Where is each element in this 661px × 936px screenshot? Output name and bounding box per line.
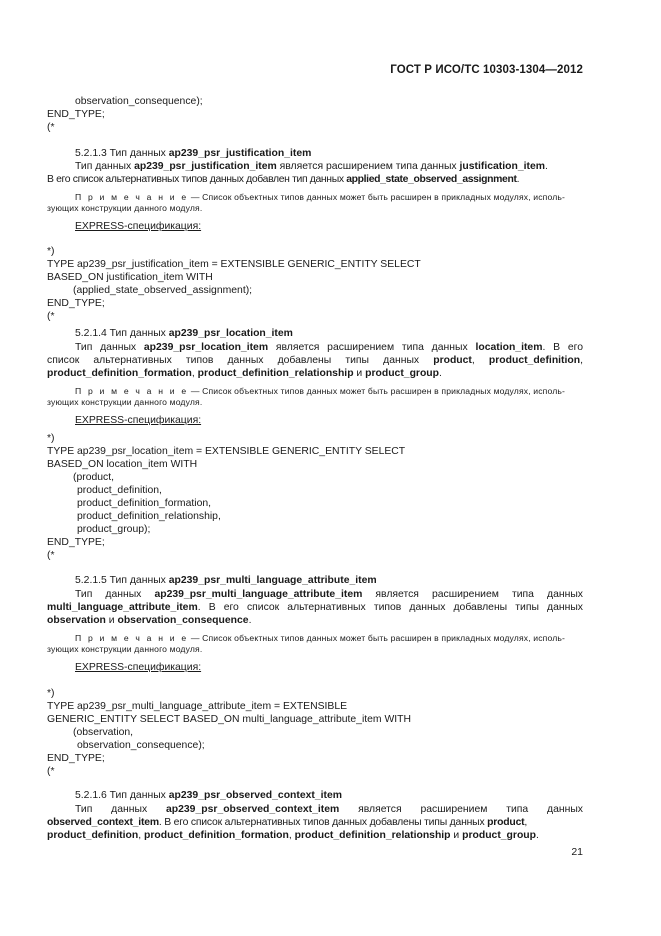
code-line: observation_consequence); [77,740,205,751]
note-line: П р и м е ч а н и е — Список объектных типов данных может быть расширен в прикладных модулях, исполь- [75,192,566,202]
code-line: END_TYPE; [47,537,105,548]
code-line: *) [47,688,55,699]
code-line: (product, [73,472,115,483]
code-line: (applied_state_observed_assignment); [73,285,253,296]
code-line: END_TYPE; [47,298,105,309]
code-line: (* [47,311,55,322]
paragraph-line: observed_context_item. В его список альтернативных типов данных добавлены типы данных product, [47,817,528,828]
express-spec-label: EXPRESS-спецификация: [75,662,202,673]
code-line: BASED_ON justification_item WITH [47,272,213,283]
note-label: П р и м е ч а н и е [75,386,189,396]
code-line: (* [47,766,55,777]
express-spec-label: EXPRESS-спецификация: [75,415,202,426]
paragraph-line: product_definition_formation, product_definition_relationship и product_group. [47,368,442,379]
paragraph-line: multi_language_attribute_item. В его список альтернативных типов данных добавлены типы данных [47,602,583,613]
paragraph-line: observation и observation_consequence. [47,615,252,626]
code-line: TYPE ap239_psr_justification_item = EXTENSIBLE GENERIC_ENTITY SELECT [47,259,421,270]
code-line: (* [47,550,55,561]
code-line: END_TYPE; [47,109,105,120]
section-heading-5-2-1-3: 5.2.1.3 Тип данных ap239_psr_justification_item [75,148,312,159]
express-spec-label: EXPRESS-спецификация: [75,221,202,232]
code-line: TYPE ap239_psr_location_item = EXTENSIBLE GENERIC_ENTITY SELECT [47,446,406,457]
note-label: П р и м е ч а н и е [75,633,189,643]
code-line: TYPE ap239_psr_multi_language_attribute_item = EXTENSIBLE [47,701,348,712]
code-line: (* [47,122,55,133]
code-line: product_definition, [77,485,162,496]
note-line: П р и м е ч а н и е — Список объектных типов данных может быть расширен в прикладных модулях, исполь- [75,386,566,396]
paragraph-line: В его список альтернативных типов данных добавлен тип данных applied_state_observed_assignment. [47,174,520,185]
section-heading-5-2-1-6: 5.2.1.6 Тип данных ap239_psr_observed_context_item [75,790,343,801]
section-heading-5-2-1-5: 5.2.1.5 Тип данных ap239_psr_multi_language_attribute_item [75,575,377,586]
page-number: 21 [571,846,583,858]
note-line: зующих конструкции данного модуля. [47,203,203,213]
code-line: product_group); [77,524,151,535]
code-line: END_TYPE; [47,753,105,764]
code-line: observation_consequence); [75,96,203,107]
paragraph-line: Тип данных ap239_psr_multi_language_attribute_item является расширением типа данных [75,589,583,600]
paragraph-line: Тип данных ap239_psr_justification_item является расширением типа данных justification_item. [75,161,548,172]
code-line: *) [47,433,55,444]
paragraph-line: список альтернативных типов данных добавлены типы данных product, product_definition, [47,355,583,366]
code-line: BASED_ON location_item WITH [47,459,198,470]
paragraph-line: Тип данных ap239_psr_observed_context_item является расширением типа данных [75,804,583,815]
paragraph-line: Тип данных ap239_psr_location_item является расширением типа данных location_item. В его [75,342,583,353]
code-line: *) [47,246,55,257]
note-line: П р и м е ч а н и е — Список объектных типов данных может быть расширен в прикладных модулях, исполь- [75,633,566,643]
section-heading-5-2-1-4: 5.2.1.4 Тип данных ap239_psr_location_item [75,328,293,339]
paragraph-line: product_definition, product_definition_formation, product_definition_relationship и product_group. [47,830,539,841]
code-line: product_definition_relationship, [77,511,221,522]
note-line: зующих конструкции данного модуля. [47,644,203,654]
code-line: product_definition_formation, [77,498,212,509]
note-label: П р и м е ч а н и е [75,192,189,202]
note-line: зующих конструкции данного модуля. [47,397,203,407]
document-header: ГОСТ Р ИСО/ТС 10303-1304—2012 [390,64,583,76]
code-line: GENERIC_ENTITY SELECT BASED_ON multi_language_attribute_item WITH [47,714,412,725]
code-line: (observation, [73,727,134,738]
